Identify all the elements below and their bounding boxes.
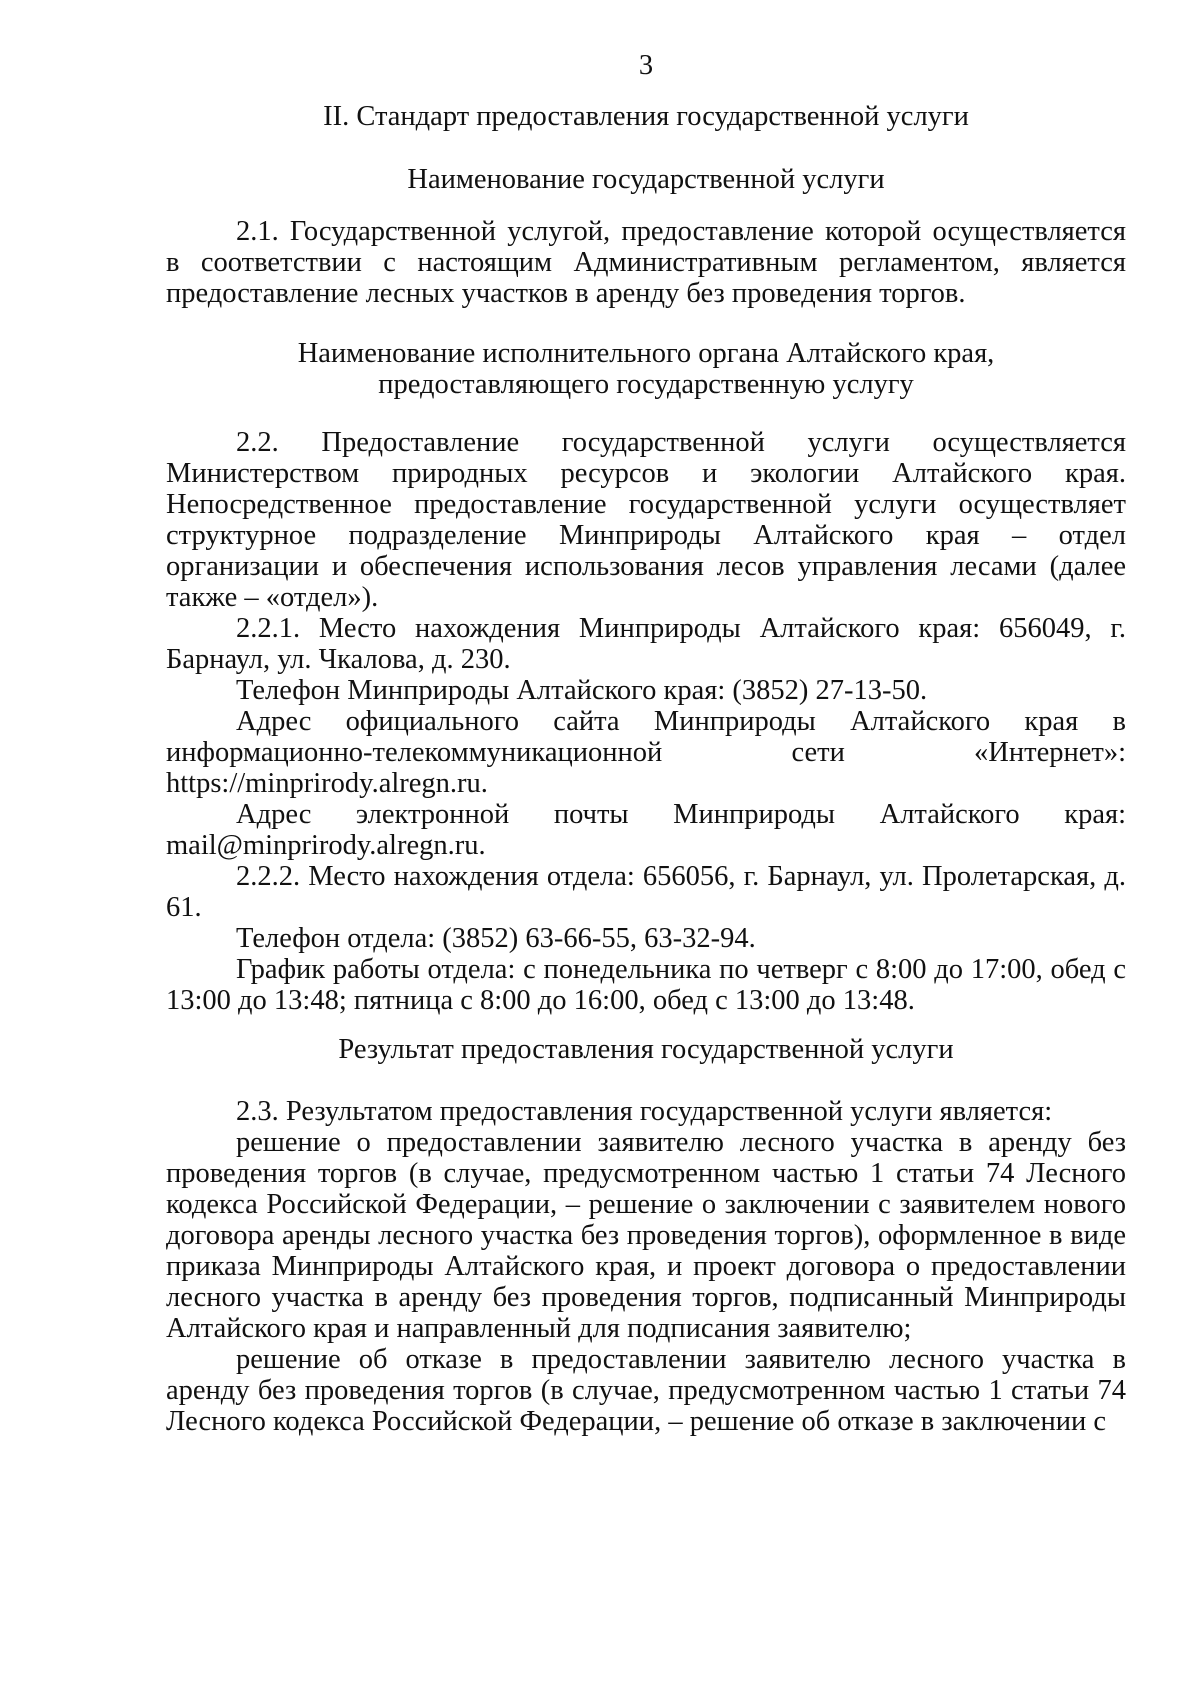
paragraph-decision-grant: решение о предоставлении заявителю лесного участка в аренду без проведения торгов (в случае, предусмотренном частью 1 статьи 74 Лесного кодекса Российской Федерации, – решение о заключении с заявителем нового договора аренды лесного участка без проведения торгов), оформленное в виде приказа Минприроды Алтайского края, и проект договора о предоставлении лесного участка в аренду без проведения торгов, подписанный Минприроды Алтайского края и направленный для подписания заявителю;	[166, 1127, 1126, 1344]
paragraph-department-phone: Телефон отдела: (3852) 63-66-55, 63-32-94.	[236, 923, 756, 954]
page-number: 3	[638, 50, 654, 81]
subsection-result-heading: Результат предоставления государственной услуги	[338, 1034, 954, 1065]
section-title: II. Стандарт предоставления государственной услуги	[323, 101, 969, 132]
paragraph-email: Адрес электронной почты Минприроды Алтайского края: mail@minprirody.alregn.ru.	[166, 799, 1126, 861]
paragraph-2-2-2: 2.2.2. Место нахождения отдела: 656056, г. Барнаул, ул. Пролетарская, д. 61.	[166, 861, 1126, 923]
paragraphs-2-3-block	[166, 1096, 1126, 1437]
paragraph-website: Адрес официального сайта Минприроды Алтайского края в информационно-телекоммуникационной сети «Интернет»: https://minprirody.alregn.ru.	[166, 706, 1126, 799]
paragraphs-2-2-block	[166, 427, 1126, 1016]
paragraph-ministry-phone: Телефон Минприроды Алтайского края: (3852) 27-13-50.	[236, 675, 928, 706]
paragraph-2-1: 2.1. Государственной услугой, предоставление которой осуществляется в соответствии с настоящим Административным регламентом, является предоставление лесных участков в аренду без проведения торгов.	[166, 216, 1126, 309]
paragraph-2-3: 2.3. Результатом предоставления государственной услуги является:	[236, 1096, 1053, 1127]
paragraph-2-2-1: 2.2.1. Место нахождения Минприроды Алтайского края: 656049, г. Барнаул, ул. Чкалова, д. 230.	[166, 613, 1126, 675]
paragraph-decision-refuse: решение об отказе в предоставлении заявителю лесного участка в аренду без проведения торгов (в случае, предусмотренном частью 1 статьи 74 Лесного кодекса Российской Федерации, – решение об отказе в заключении с	[166, 1344, 1126, 1437]
subsection-agency-heading-line1: Наименование исполнительного органа Алтайского края,	[297, 338, 995, 369]
paragraph-work-schedule: График работы отдела: с понедельника по четверг с 8:00 до 17:00, обед с 13:00 до 13:48; пятница с 8:00 до 16:00, обед с 13:00 до 13:48.	[166, 954, 1126, 1016]
paragraph-2-1-block	[166, 216, 1126, 309]
subsection-agency-heading	[166, 338, 1126, 400]
paragraph-2-2: 2.2. Предоставление государственной услуги осуществляется Министерством природных ресурсов и экологии Алтайского края. Непосредственное предоставление государственной услуги осуществляет структурное подразделение Минприроды Алтайского края – отдел организации и обеспечения использования лесов управления лесами (далее также – «отдел»).	[166, 427, 1126, 613]
subsection-agency-heading-line2: предоставляющего государственную услугу	[378, 369, 914, 400]
subsection-service-name-heading: Наименование государственной услуги	[407, 164, 885, 195]
